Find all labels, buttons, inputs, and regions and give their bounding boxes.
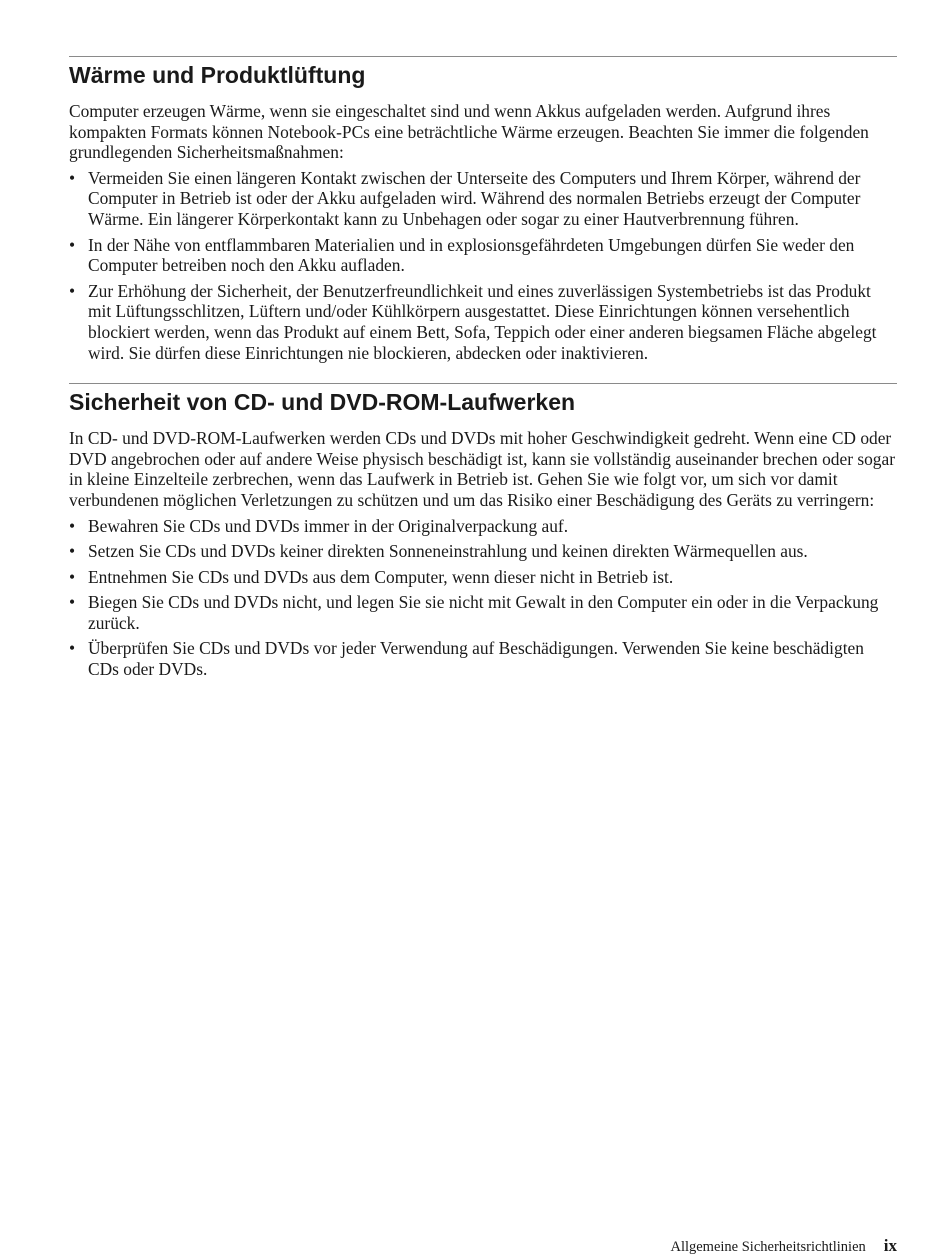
- bullet-marker: •: [69, 566, 76, 587]
- list-item: [69, 235, 897, 276]
- bullet-marker: •: [69, 592, 76, 613]
- page-footer: [670, 1236, 897, 1257]
- page-number: ix: [883, 1236, 897, 1255]
- list-item-text: Überprüfen Sie CDs und DVDs vor jeder Verwendung auf Beschädigungen. Verwenden Sie keine beschädigten CDs oder DVDs.: [88, 638, 864, 680]
- bullet-marker: •: [69, 638, 76, 659]
- footer-label: Allgemeine Sicherheitsrichtlinien: [670, 1239, 866, 1255]
- bullet-list: [69, 516, 897, 680]
- list-item-text: Entnehmen Sie CDs und DVDs aus dem Computer, wenn dieser nicht in Betrieb ist.: [88, 566, 674, 587]
- list-item-text: Vermeiden Sie einen längeren Kontakt zwischen der Unterseite des Computers und Ihrem Körper, während der Computer in Betrieb ist oder der Akku aufgeladen wird. Während des normalen Betriebs erzeugt der Computer Wärme. Ein längerer Körperkontakt kann zu Unbehagen oder sogar zu einer Hautverbrennung führen.: [88, 167, 861, 229]
- list-item: [69, 516, 897, 537]
- list-item-text: Bewahren Sie CDs und DVDs immer in der Originalverpackung auf.: [88, 515, 569, 536]
- list-item: [69, 638, 897, 679]
- section-intro: Computer erzeugen Wärme, wenn sie eingeschaltet sind und wenn Akkus aufgeladen werden. Aufgrund ihres kompakten Formats können Notebook-PCs eine beträchtliche Wärme erzeugen. Beachten Sie immer die folgenden grundlegenden Sicherheitsmaßnahmen:: [69, 101, 869, 163]
- section-heading: Wärme und Produktlüftung: [69, 62, 366, 88]
- list-item: [69, 168, 897, 230]
- bullet-marker: •: [69, 541, 76, 562]
- list-item-text: Biegen Sie CDs und DVDs nicht, und legen Sie sie nicht mit Gewalt in den Computer ein oder in die Verpackung zurück.: [88, 592, 879, 633]
- list-item: [69, 541, 897, 562]
- list-item: [69, 592, 897, 633]
- list-item-text: Setzen Sie CDs und DVDs keiner direkten Sonneneinstrahlung und keinen direkten Wärmequellen aus.: [88, 541, 808, 562]
- section-heading: Sicherheit von CD- und DVD-ROM-Laufwerken: [69, 389, 576, 416]
- section-cd-dvd-safety: [69, 383, 897, 680]
- bullet-marker: •: [69, 515, 76, 536]
- document-page: [69, 56, 897, 700]
- bullet-marker: •: [69, 280, 76, 301]
- bullet-marker: •: [69, 167, 76, 188]
- section-heat-ventilation: [69, 56, 897, 363]
- section-intro: In CD- und DVD-ROM-Laufwerken werden CDs und DVDs mit hoher Geschwindigkeit gedreht. Wenn eine CD oder DVD angebrochen oder auf andere Weise physisch beschädigt ist, kann sie vollständig auseinander brechen oder sogar in kleine Einzelteile zerbrechen, wenn das Laufwerk in Betrieb ist. Gehen Sie wie folgt vor, um sich vor damit verbundenen möglichen Verletzungen zu schützen und um das Risiko einer Beschädigung des Geräts zu verringern:: [69, 428, 895, 510]
- list-item: [69, 567, 897, 588]
- bullet-list: [69, 168, 897, 363]
- list-item-text: In der Nähe von entflammbaren Materialien und in explosionsgefährdeten Umgebungen dürfen Sie weder den Computer betreiben noch den Akku aufladen.: [88, 234, 855, 276]
- list-item: [69, 281, 897, 363]
- list-item-text: Zur Erhöhung der Sicherheit, der Benutzerfreundlichkeit und eines zuverlässigen Systembetriebs ist das Produkt mit Lüftungsschlitzen, Lüftern und/oder Kühlkörpern ausgestattet. Diese Einrichtungen können versehentlich blockiert werden, wenn das Produkt auf einem Bett, Sofa, Teppich oder einer anderen biegsamen Fläche abgelegt wird. Sie dürfen diese Einrichtungen nie blockieren, abdecken oder inaktivieren.: [88, 280, 877, 363]
- bullet-marker: •: [69, 234, 76, 255]
